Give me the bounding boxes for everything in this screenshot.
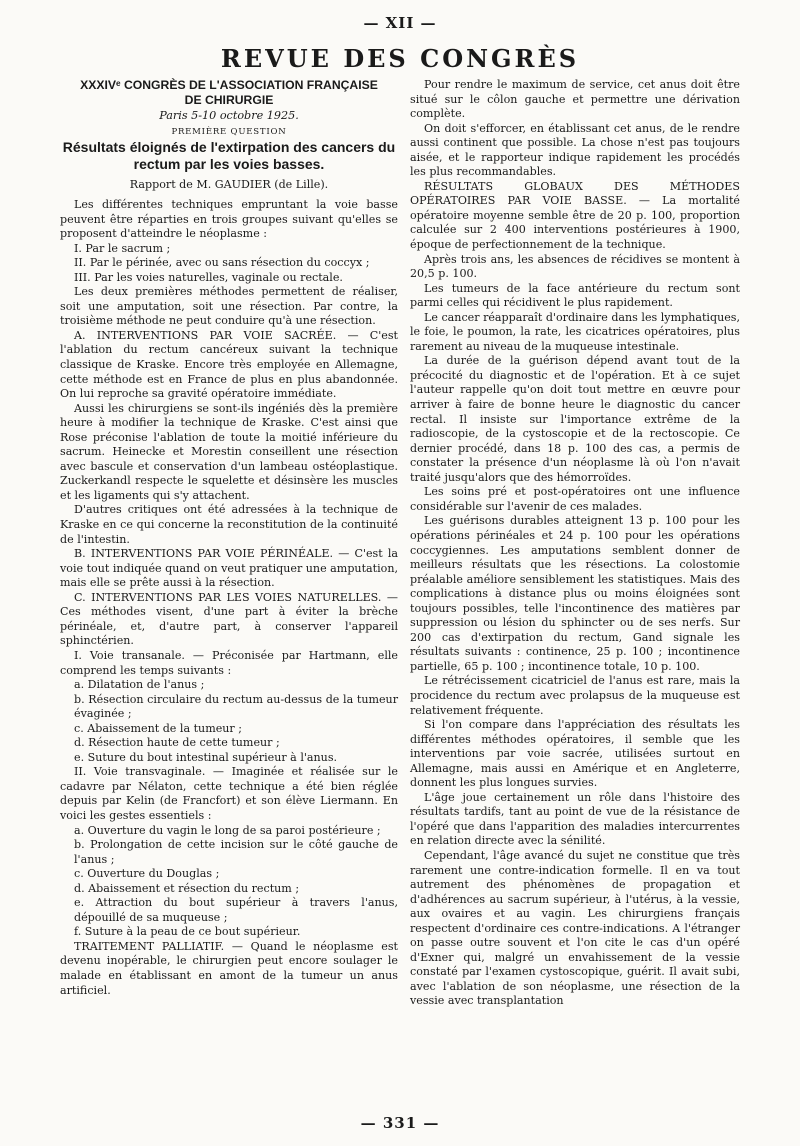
paragraph: Le rétrécissement cicatriciel de l'anus est rare, mais la procidence du rectum avec prolapsus de la muqueuse est relativement fréquente.	[410, 674, 740, 717]
paragraph: Les deux premières méthodes permettent de réaliser, soit une amputation, soit une résection. Par contre, la troisième méthode ne peut conduire qu'à une résection.	[60, 285, 398, 328]
list-item: f. Suture à la peau de ce bout supérieur.	[74, 925, 301, 939]
running-page-marker: — XII —	[363, 14, 437, 32]
paragraph: Aussi les chirurgiens se sont-ils ingéniés dès la première heure à modifier la technique de Kraske. C'est ainsi que Rose préconise l'ablation de toute la moitié inférieure du sacrum. Heinecke et Morestin conseillent une résection avec bascule et conservation d'un lambeau ostéoplastique. Zuckerkandl respecte le squelette et désinsère les muscles et les ligaments qui s'y attachent.	[60, 401, 398, 502]
list-item: d. Abaissement et résection du rectum ;	[74, 881, 300, 895]
paragraph: Si l'on compare dans l'appréciation des résultats les différentes méthodes opératoires, il semble que les interventions par voie sacrée, utilisées surtout en Allemagne, mais aussi en Amérique et en Angleterre, donnent les plus longues survies.	[410, 718, 740, 790]
paragraph: I. Voie transanale. — Préconisée par Hartmann, elle comprend les temps suivants :	[60, 648, 398, 677]
paragraph: Après trois ans, les absences de récidives se montent à 20,5 p. 100.	[410, 252, 740, 281]
list-item: II. Par le périnée, avec ou sans résection du coccyx ;	[74, 256, 370, 270]
article-title: Résultats éloignés de l'extirpation des cancers du rectum par les voies basses.	[62, 139, 396, 172]
section-sacral-paragraph: A. INTERVENTIONS PAR VOIE SACRÉE. — C'est l'ablation du rectum cancéreux suivant la technique classique de Kraske. Encore très employée en Allemagne, cette méthode est en France de plus en plus abandonnée. On lui reproche sa gravité opératoire immédiate.	[60, 328, 398, 401]
list-item: e. Attraction du bout supérieur à travers l'anus, dépouillé de sa muqueuse ;	[74, 896, 398, 924]
section-global-results-paragraph: RÉSULTATS GLOBAUX DES MÉTHODES OPÉRATOIRES PAR VOIE BASSE. — La mortalité opératoire moyenne semble être de 20 p. 100, proportion calculée sur 2 400 interventions postérieures à 1900, époque de perfectionnement de la technique.	[410, 179, 740, 252]
left-column	[60, 78, 398, 998]
paragraph: Cependant, l'âge avancé du sujet ne constitue que très rarement une contre-indication formelle. Il en va tout autrement des phénomènes de propagation et d'adhérences au sacrum supérieur, à l'utérus, à la vessie, aux ovaires et au vagin. Les chirurgiens français respectent d'ordinaire ces contre-indications. A l'étranger on passe outre souvent et l'on cite le cas d'un opéré d'Exner qui, malgré un envahissement de la vessie constaté par l'examen cystoscopique, guérit. Il avait subi, avec l'ablation de son néoplasme, une résection de la vessie avec transplantation	[410, 848, 740, 1008]
list-item: b. Prolongation de cette incision sur le côté gauche de l'anus ;	[74, 838, 398, 866]
paragraph: Les tumeurs de la face antérieure du rectum sont parmi celles qui récidivent le plus rapidement.	[410, 281, 740, 310]
paragraph: L'âge joue certainement un rôle dans l'histoire des résultats tardifs, tant au point de vue de la résistance de l'opéré que dans l'apparition des maladies intercurrentes en relation directe avec la sénilité.	[410, 790, 740, 848]
congress-title-line2: DE CHIRURGIE	[184, 93, 274, 107]
list-item: c. Abaissement de la tumeur ;	[74, 721, 242, 735]
congress-title-line1: XXXIVᵉ CONGRÈS DE L'ASSOCIATION FRANÇAISE	[80, 78, 378, 92]
paragraph: La durée de la guérison dépend avant tout de la précocité du diagnostic et de l'opération. Et à ce sujet l'auteur rappelle qu'on doit tout mettre en œuvre pour arriver à faire de bonne heure le diagnostic du cancer rectal. Il insiste sur l'importance extrême de la radioscopie, de la cystoscopie et de la rectoscopie. Ce dernier procédé, dans 18 p. 100 des cas, a permis de constater la présence d'un néoplasme là où l'on n'avait traité jusqu'alors que des hémorroïdes.	[410, 354, 740, 484]
question-label: PREMIÈRE QUESTION	[171, 127, 287, 137]
congress-place-date: Paris 5-10 octobre 1925.	[159, 109, 299, 122]
section-natural-routes-paragraph: C. INTERVENTIONS PAR LES VOIES NATURELLES. — Ces méthodes visent, d'une part à éviter la brèche périnéale, et, d'autre part, à conserver l'appareil sphinctérien.	[60, 590, 398, 648]
list-item: a. Ouverture du vagin le long de sa paroi postérieure ;	[74, 823, 381, 837]
list-item: c. Ouverture du Douglas ;	[74, 867, 220, 881]
list-item: a. Dilatation de l'anus ;	[74, 678, 205, 692]
journal-section-title: REVUE DES CONGRÈS	[220, 44, 580, 73]
list-item: d. Résection haute de cette tumeur ;	[74, 736, 280, 750]
report-author: Rapport de M. GAUDIER (de Lille).	[129, 178, 329, 191]
section-palliative-paragraph: TRAITEMENT PALLIATIF. — Quand le néoplasme est devenu inopérable, le chirurgien peut encore soulager le malade en établissant en amont de la tumeur un anus artificiel.	[60, 939, 398, 997]
list-item: b. Résection circulaire du rectum au-dessus de la tumeur évaginée ;	[74, 692, 398, 721]
paragraph: Les guérisons durables atteignent 13 p. 100 pour les opérations périnéales et 24 p. 100 pour les opérations coccygiennes. Les amputations semblent donner de meilleurs résultats que les résections. La colostomie préalable améliore sensiblement les statistiques. Mais des complications à distance plus ou moins éloignées sont toujours possibles, telle l'incontinence des matières par suppression ou lésion du sphincter ou de ses nerfs. Sur 200 cas d'extirpation du rectum, Gand signale les résultats suivants : continence, 25 p. 100 ; incontinence partielle, 65 p. 100 ; incontinence totale, 10 p. 100.	[410, 514, 740, 673]
section-perineal-paragraph: B. INTERVENTIONS PAR VOIE PÉRINÉALE. — C'est la voie tout indiquée quand on veut pratiquer une amputation, mais elle se prête aussi à la résection.	[60, 547, 398, 590]
list-item: e. Suture du bout intestinal supérieur à l'anus.	[74, 750, 338, 764]
paragraph: II. Voie transvaginale. — Imaginée et réalisée sur le cadavre par Nélaton, cette technique a été bien réglée depuis par Kelin (de Francfort) et son élève Liermann. En voici les gestes essentiels :	[60, 765, 398, 822]
page-number: — 331 —	[360, 1114, 440, 1132]
paragraph: Le cancer réapparaît d'ordinaire dans les lymphatiques, le foie, le poumon, la rate, les cicatrices opératoires, plus rarement au niveau de la muqueuse intestinale.	[410, 310, 740, 353]
paragraph: Les soins pré et post-opératoires ont une influence considérable sur l'avenir de ces malades.	[410, 485, 740, 513]
list-item: I. Par le sacrum ;	[74, 241, 171, 255]
paragraph: Les différentes techniques empruntant la voie basse peuvent être réparties en trois groupes suivant qu'elles se proposent d'atteindre le néoplasme :	[60, 198, 398, 241]
list-item: III. Par les voies naturelles, vaginale ou rectale.	[74, 270, 343, 284]
right-column	[410, 78, 740, 1009]
paragraph: Pour rendre le maximum de service, cet anus doit être situé sur le côlon gauche et permettre une dérivation complète.	[410, 78, 740, 121]
paragraph: D'autres critiques ont été adressées à la technique de Kraske en ce qui concerne la reconstitution de la continuité de l'intestin.	[60, 503, 398, 546]
paragraph: On doit s'efforcer, en établissant cet anus, de le rendre aussi continent que possible. La chose n'est pas toujours aisée, et le rapporteur indique rapidement les procédés les plus recommandables.	[410, 121, 740, 179]
